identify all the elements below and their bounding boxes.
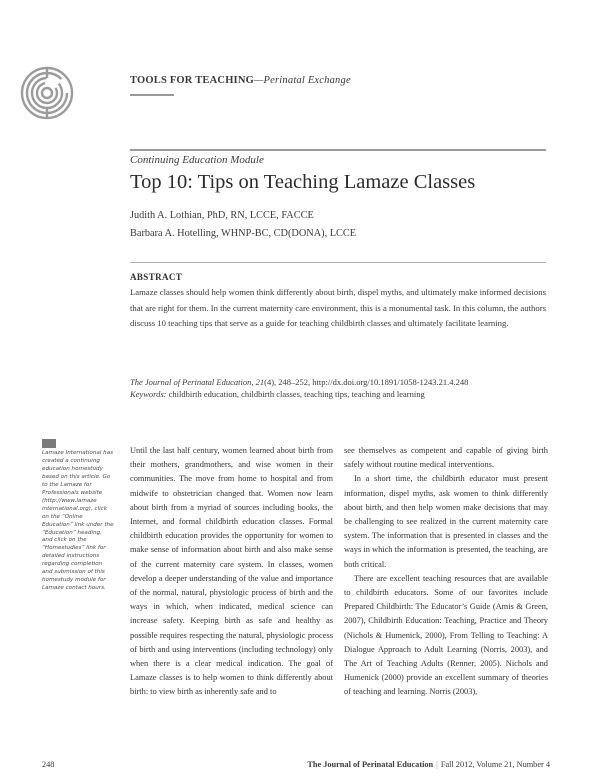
article-title: Top 10: Tips on Teaching Lamaze Classes	[130, 171, 476, 193]
body-column-2	[344, 444, 548, 700]
page-number: 248	[42, 760, 55, 769]
abstract-text: Lamaze classes should help women think differently about birth, dispel myths, and ultimately make informed decisions that are right for them. In the current maternity care environment, this is a monumental task. In this column, the authors discuss 10 teaching tips that serve as a guide for teaching childbirth classes and ultimately facilitate learning.	[130, 287, 546, 328]
homestudy-margin-note	[42, 439, 114, 593]
author-2: Barbara A. Hotelling, WHNP-BC, CD(DONA), LCCE	[130, 228, 357, 239]
footer-issue: Fall 2012, Volume 21, Number 4	[440, 760, 550, 769]
citation-volume: 21	[255, 377, 265, 387]
keywords-text: childbirth education, childbirth classes, teaching tips, teaching and learning	[168, 389, 425, 400]
citation-details: (4), 248–252, http://dx.doi.org/10.1891/1058-1243.21.4.248	[264, 377, 469, 387]
section-header	[130, 75, 351, 86]
section-subtitle: —Perinatal Exchange	[254, 75, 351, 86]
footer-journal: The Journal of Perinatal Education	[307, 760, 434, 769]
footer-separator: |	[436, 760, 438, 769]
author-1: Judith A. Lothian, PhD, RN, LCCE, FACCE	[130, 210, 314, 221]
margin-note-text: Lamaze International has created a continuing education homestudy based on this article. Go to the Lamaze for Professionals website (http://www.lamaze international.org), click on the “Online Education” link under the “Education” heading, and click on the “Homestudies” link for detailed instructions regarding completion and submission of this homestudy module for Lamaze contact hours.	[42, 450, 114, 592]
body-paragraph: see themselves as competent and capable of giving birth safely without routine medical interventions.	[344, 446, 548, 470]
header-rule	[130, 94, 174, 96]
body-paragraph: Until the last half century, women learned about birth from their mothers, grandmothers, and wise women in their communities. The move from home to hospital and from midwife to obstetrician changed that. Women now learn about birth from a myriad of sources including books, the Internet, and formal childbirth education classes. Formal childbirth education provides the opportunity for women to make sense of information about birth and also make sense of the current maternity care system. In classes, women develop a deeper understanding of the value and importance of the normal, natural, physiologic process of birth and the ways in which, when indicated, medical science can increase safety. Keeping birth as safe and healthy as possible requires respecting the natural, physiologic process of birth and using interventions (including technology) only when there is a clear medical indication. The goal of Lamaze classes is to help women to think differently about birth: to view birth as inherently safe and to	[130, 446, 333, 697]
running-footer	[307, 760, 550, 769]
citation-block: The Journal of Perinatal Education, 21(4), 248–252, http://dx.doi.org/10.1891/1058-1243.21.4.248 Keywords: childbirth education, childbirth classes, teaching tips, teaching and learning	[130, 377, 469, 400]
module-kicker: Continuing Education Module	[130, 154, 264, 166]
body-column-1	[130, 444, 333, 700]
body-paragraph: In a short time, the childbirth educator must present information, dispel myths, ask women to think differently about birth, and then help women make decisions that may be challenging to see realized in the current maternity care system. The information that is presented in classes and the ways in which the information is presented, the teaching, are both critical.	[344, 474, 548, 569]
abstract-rule	[130, 262, 546, 263]
abstract-heading: ABSTRACT	[130, 272, 183, 282]
title-rule	[130, 149, 546, 151]
maze-logo-icon	[20, 66, 74, 120]
body-paragraph: There are excellent teaching resources that are available to childbirth educators. Some of our favorites include Prepared Childbirth: The Educator’s Guide (Amis & Green, 2007), Childbirth Education: Teaching, Practice and Theory (Nichols & Humenick, 2000), From Telling to Teaching: A Dialogue Approach to Adult Learning (Norris, 2003), and The Art of Teaching Adults (Renner, 2005). Nichols and Humenick (2000) provide an excellent summary of theories of teaching and learning. Norris (2003),	[344, 573, 548, 697]
keywords-label: Keywords:	[130, 389, 167, 400]
citation-journal: The Journal of Perinatal Education	[130, 377, 252, 387]
section-label: TOOLS FOR TEACHING	[130, 75, 254, 86]
note-marker-icon	[42, 439, 56, 448]
